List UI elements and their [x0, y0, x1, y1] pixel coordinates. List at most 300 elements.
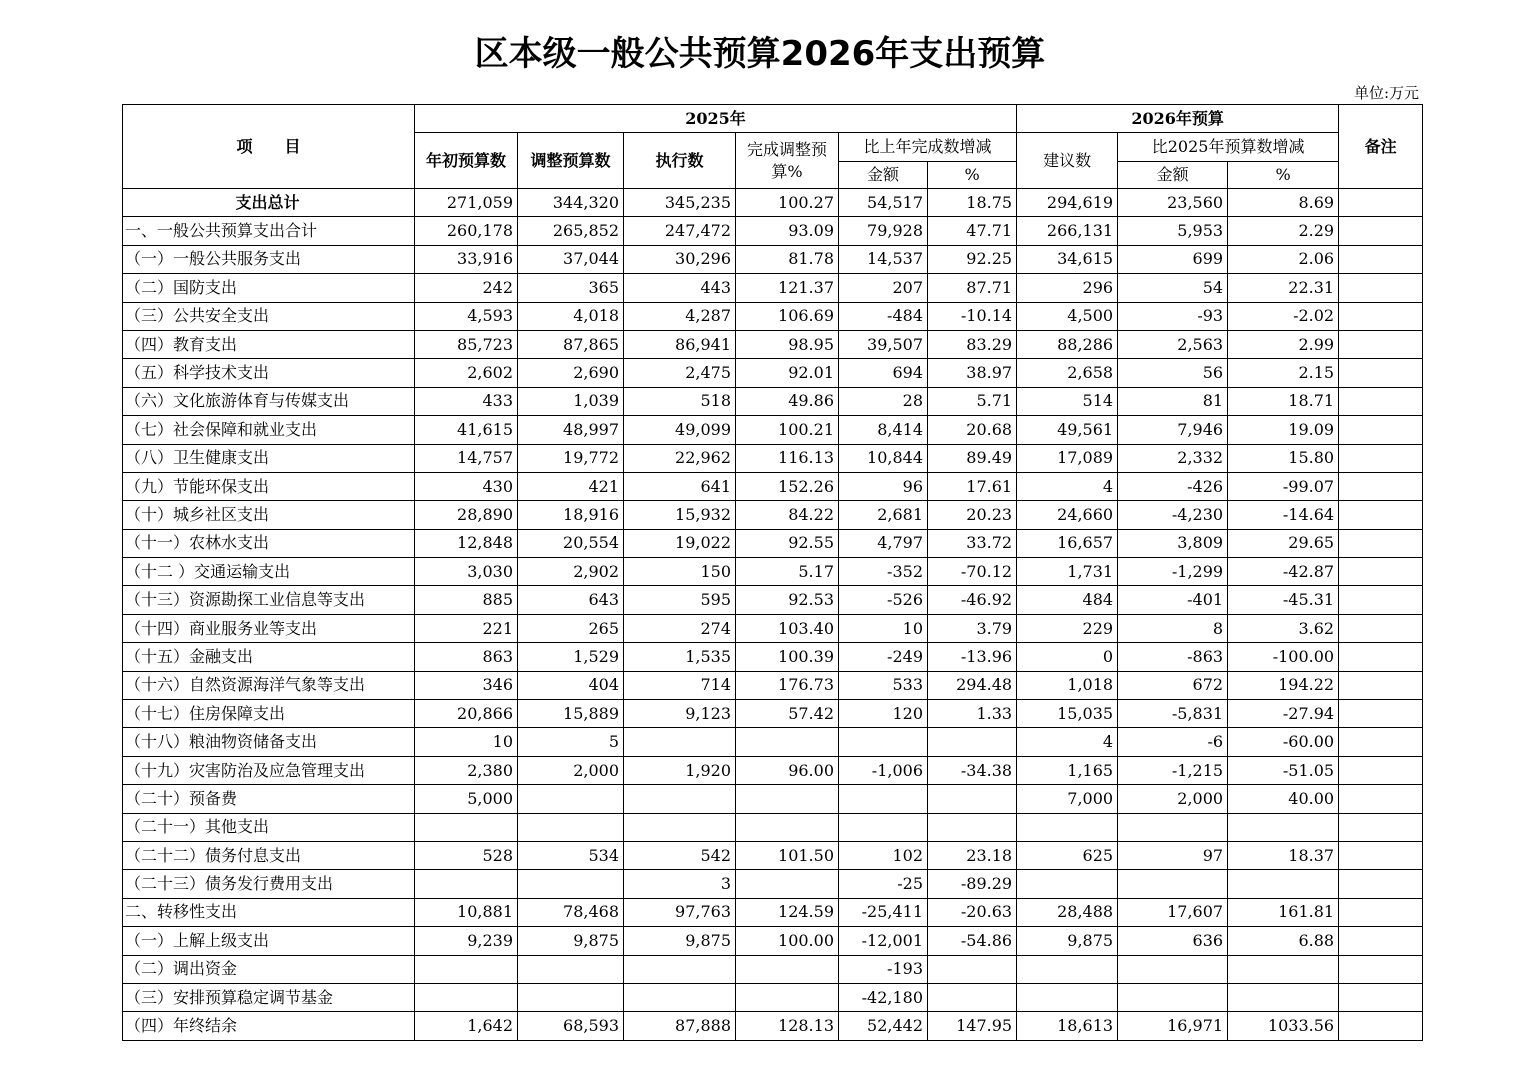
- table-row: [123, 870, 1423, 898]
- cell-initial: 885: [415, 586, 518, 614]
- cell-inc2-pct: -42.87: [1228, 558, 1339, 586]
- cell-adjusted: 1,529: [518, 643, 624, 671]
- cell-adjusted: [518, 813, 624, 841]
- row-name: （六）文化旅游体育与传媒支出: [123, 387, 415, 415]
- cell-completion: [736, 870, 839, 898]
- cell-inc2-amt: 81: [1118, 387, 1228, 415]
- cell-executed: 15,932: [624, 501, 736, 529]
- cell-inc-amt: 10: [839, 614, 928, 642]
- cell-inc-pct: [928, 728, 1017, 756]
- table-row: [123, 1012, 1423, 1040]
- cell-adjusted: 19,772: [518, 444, 624, 472]
- cell-executed: 595: [624, 586, 736, 614]
- cell-completion: 93.09: [736, 217, 839, 245]
- table-row: [123, 501, 1423, 529]
- row-name: （十九）灾害防治及应急管理支出: [123, 756, 415, 784]
- cell-proposed: 296: [1017, 274, 1118, 302]
- cell-proposed: 34,615: [1017, 245, 1118, 273]
- header-remark: 备注: [1339, 105, 1423, 189]
- cell-initial: 85,723: [415, 330, 518, 358]
- cell-inc2-amt: 2,332: [1118, 444, 1228, 472]
- cell-adjusted: 344,320: [518, 189, 624, 217]
- cell-remark: [1339, 558, 1423, 586]
- cell-adjusted: 2,690: [518, 359, 624, 387]
- cell-inc-amt: 4,797: [839, 529, 928, 557]
- table-row: [123, 359, 1423, 387]
- header-initial: 年初预算数: [415, 133, 518, 189]
- cell-proposed: 514: [1017, 387, 1118, 415]
- cell-proposed: [1017, 955, 1118, 983]
- cell-initial: [415, 983, 518, 1011]
- cell-inc2-pct: -99.07: [1228, 472, 1339, 500]
- cell-proposed: 484: [1017, 586, 1118, 614]
- cell-initial: 1,642: [415, 1012, 518, 1040]
- cell-inc2-pct: 3.62: [1228, 614, 1339, 642]
- cell-inc-pct: [928, 785, 1017, 813]
- cell-inc2-amt: 2,000: [1118, 785, 1228, 813]
- cell-initial: 9,239: [415, 927, 518, 955]
- cell-remark: [1339, 330, 1423, 358]
- cell-adjusted: 265: [518, 614, 624, 642]
- cell-initial: 863: [415, 643, 518, 671]
- cell-inc2-amt: -426: [1118, 472, 1228, 500]
- cell-inc2-pct: -2.02: [1228, 302, 1339, 330]
- row-name: （四）教育支出: [123, 330, 415, 358]
- header-amount: 金额: [839, 162, 928, 189]
- cell-proposed: 4: [1017, 472, 1118, 500]
- cell-proposed: 0: [1017, 643, 1118, 671]
- cell-inc2-pct: 2.29: [1228, 217, 1339, 245]
- row-name: （十八）粮油物资储备支出: [123, 728, 415, 756]
- cell-inc2-pct: 161.81: [1228, 898, 1339, 926]
- cell-remark: [1339, 841, 1423, 869]
- cell-inc-pct: -54.86: [928, 927, 1017, 955]
- cell-executed: 22,962: [624, 444, 736, 472]
- unit-label: 单位:万元: [1353, 84, 1419, 102]
- cell-proposed: 1,731: [1017, 558, 1118, 586]
- cell-inc2-pct: 40.00: [1228, 785, 1339, 813]
- cell-inc2-pct: 194.22: [1228, 671, 1339, 699]
- table-row: [123, 785, 1423, 813]
- cell-inc2-amt: -5,831: [1118, 700, 1228, 728]
- cell-remark: [1339, 1012, 1423, 1040]
- cell-executed: 2,475: [624, 359, 736, 387]
- cell-proposed: 28,488: [1017, 898, 1118, 926]
- cell-inc2-amt: 8: [1118, 614, 1228, 642]
- cell-inc-amt: 96: [839, 472, 928, 500]
- table-row: [123, 927, 1423, 955]
- row-name: （二）国防支出: [123, 274, 415, 302]
- cell-inc-amt: -249: [839, 643, 928, 671]
- cell-remark: [1339, 983, 1423, 1011]
- row-name: （十五）金融支出: [123, 643, 415, 671]
- cell-proposed: 1,018: [1017, 671, 1118, 699]
- header-item: 项 目: [123, 105, 415, 189]
- table-row: [123, 756, 1423, 784]
- cell-proposed: 294,619: [1017, 189, 1118, 217]
- cell-proposed: 625: [1017, 841, 1118, 869]
- table-row: [123, 813, 1423, 841]
- cell-executed: 9,123: [624, 700, 736, 728]
- cell-inc-amt: 10,844: [839, 444, 928, 472]
- cell-adjusted: [518, 870, 624, 898]
- cell-initial: 2,380: [415, 756, 518, 784]
- cell-initial: 5,000: [415, 785, 518, 813]
- cell-completion: [736, 785, 839, 813]
- cell-proposed: 16,657: [1017, 529, 1118, 557]
- cell-inc2-pct: -45.31: [1228, 586, 1339, 614]
- cell-inc-pct: -70.12: [928, 558, 1017, 586]
- row-name: （三）安排预算稳定调节基金: [123, 983, 415, 1011]
- cell-completion: 100.39: [736, 643, 839, 671]
- cell-inc-amt: 2,681: [839, 501, 928, 529]
- cell-inc2-pct: [1228, 983, 1339, 1011]
- header-amount-2026: 金额: [1118, 162, 1228, 189]
- cell-initial: 10,881: [415, 898, 518, 926]
- cell-adjusted: 2,902: [518, 558, 624, 586]
- cell-remark: [1339, 189, 1423, 217]
- cell-initial: 346: [415, 671, 518, 699]
- cell-inc-pct: 83.29: [928, 330, 1017, 358]
- cell-adjusted: 1,039: [518, 387, 624, 415]
- cell-inc-amt: -25,411: [839, 898, 928, 926]
- cell-inc2-pct: 19.09: [1228, 416, 1339, 444]
- cell-inc2-amt: 16,971: [1118, 1012, 1228, 1040]
- cell-adjusted: 2,000: [518, 756, 624, 784]
- header-adjusted: 调整预算数: [518, 133, 624, 189]
- cell-inc-amt: -193: [839, 955, 928, 983]
- cell-inc2-amt: 699: [1118, 245, 1228, 273]
- cell-inc2-amt: 23,560: [1118, 189, 1228, 217]
- cell-initial: 2,602: [415, 359, 518, 387]
- cell-inc-pct: -10.14: [928, 302, 1017, 330]
- cell-inc2-amt: [1118, 955, 1228, 983]
- row-name: （二十）预备费: [123, 785, 415, 813]
- cell-completion: 100.00: [736, 927, 839, 955]
- cell-executed: 86,941: [624, 330, 736, 358]
- cell-proposed: 15,035: [1017, 700, 1118, 728]
- cell-completion: 176.73: [736, 671, 839, 699]
- cell-completion: 124.59: [736, 898, 839, 926]
- cell-remark: [1339, 671, 1423, 699]
- cell-inc2-amt: -93: [1118, 302, 1228, 330]
- cell-remark: [1339, 728, 1423, 756]
- header-executed: 执行数: [624, 133, 736, 189]
- cell-completion: 116.13: [736, 444, 839, 472]
- cell-inc-amt: 8,414: [839, 416, 928, 444]
- cell-inc2-amt: 672: [1118, 671, 1228, 699]
- cell-inc2-pct: 29.65: [1228, 529, 1339, 557]
- cell-remark: [1339, 387, 1423, 415]
- cell-inc-amt: [839, 728, 928, 756]
- row-name: （七）社会保障和就业支出: [123, 416, 415, 444]
- cell-adjusted: 78,468: [518, 898, 624, 926]
- cell-adjusted: 534: [518, 841, 624, 869]
- cell-inc-amt: -352: [839, 558, 928, 586]
- cell-inc2-pct: [1228, 870, 1339, 898]
- cell-inc2-pct: 22.31: [1228, 274, 1339, 302]
- table-row: [123, 728, 1423, 756]
- cell-inc-pct: -34.38: [928, 756, 1017, 784]
- cell-executed: 274: [624, 614, 736, 642]
- row-name: （十）城乡社区支出: [123, 501, 415, 529]
- cell-inc-pct: 17.61: [928, 472, 1017, 500]
- cell-initial: 4,593: [415, 302, 518, 330]
- row-name: （十四）商业服务业等支出: [123, 614, 415, 642]
- cell-initial: 242: [415, 274, 518, 302]
- row-name: （十一）农林水支出: [123, 529, 415, 557]
- cell-proposed: 88,286: [1017, 330, 1118, 358]
- cell-initial: [415, 955, 518, 983]
- table-row: [123, 274, 1423, 302]
- row-name: （二）调出资金: [123, 955, 415, 983]
- cell-remark: [1339, 586, 1423, 614]
- cell-adjusted: 18,916: [518, 501, 624, 529]
- cell-proposed: 17,089: [1017, 444, 1118, 472]
- cell-remark: [1339, 529, 1423, 557]
- cell-completion: 92.55: [736, 529, 839, 557]
- cell-inc-pct: 147.95: [928, 1012, 1017, 1040]
- cell-initial: 28,890: [415, 501, 518, 529]
- cell-remark: [1339, 870, 1423, 898]
- cell-completion: [736, 728, 839, 756]
- cell-completion: 57.42: [736, 700, 839, 728]
- cell-inc-pct: 20.23: [928, 501, 1017, 529]
- cell-inc-amt: -1,006: [839, 756, 928, 784]
- cell-initial: 433: [415, 387, 518, 415]
- cell-completion: 49.86: [736, 387, 839, 415]
- table-row: [123, 330, 1423, 358]
- cell-inc2-pct: 1033.56: [1228, 1012, 1339, 1040]
- cell-executed: 49,099: [624, 416, 736, 444]
- cell-inc-amt: 54,517: [839, 189, 928, 217]
- cell-proposed: 9,875: [1017, 927, 1118, 955]
- cell-executed: 30,296: [624, 245, 736, 273]
- cell-initial: 3,030: [415, 558, 518, 586]
- cell-completion: 101.50: [736, 841, 839, 869]
- header-proposed: 建议数: [1017, 133, 1118, 189]
- cell-adjusted: [518, 983, 624, 1011]
- cell-inc-pct: 5.71: [928, 387, 1017, 415]
- cell-remark: [1339, 898, 1423, 926]
- table-row: [123, 841, 1423, 869]
- row-name: （三）公共安全支出: [123, 302, 415, 330]
- cell-adjusted: [518, 785, 624, 813]
- row-name: （一）一般公共服务支出: [123, 245, 415, 273]
- cell-inc-pct: 23.18: [928, 841, 1017, 869]
- cell-adjusted: 365: [518, 274, 624, 302]
- cell-completion: 92.53: [736, 586, 839, 614]
- row-name: （十二 ）交通运输支出: [123, 558, 415, 586]
- cell-inc2-pct: [1228, 955, 1339, 983]
- cell-adjusted: 87,865: [518, 330, 624, 358]
- cell-executed: 3: [624, 870, 736, 898]
- cell-completion: 106.69: [736, 302, 839, 330]
- cell-inc-pct: 47.71: [928, 217, 1017, 245]
- cell-remark: [1339, 643, 1423, 671]
- cell-inc2-amt: 2,563: [1118, 330, 1228, 358]
- cell-inc-amt: 14,537: [839, 245, 928, 273]
- cell-remark: [1339, 472, 1423, 500]
- row-name: （一）上解上级支出: [123, 927, 415, 955]
- cell-inc2-amt: 54: [1118, 274, 1228, 302]
- cell-proposed: 49,561: [1017, 416, 1118, 444]
- cell-adjusted: 9,875: [518, 927, 624, 955]
- cell-inc-amt: -42,180: [839, 983, 928, 1011]
- cell-executed: 345,235: [624, 189, 736, 217]
- cell-executed: 1,535: [624, 643, 736, 671]
- cell-inc-amt: 39,507: [839, 330, 928, 358]
- cell-executed: 1,920: [624, 756, 736, 784]
- table-row: [123, 217, 1423, 245]
- row-name: 支出总计: [123, 189, 415, 217]
- cell-inc-amt: -484: [839, 302, 928, 330]
- cell-inc2-pct: 18.71: [1228, 387, 1339, 415]
- header-pct: %: [928, 162, 1017, 189]
- cell-inc-pct: 20.68: [928, 416, 1017, 444]
- cell-inc-pct: [928, 955, 1017, 983]
- cell-remark: [1339, 813, 1423, 841]
- cell-remark: [1339, 614, 1423, 642]
- cell-remark: [1339, 756, 1423, 784]
- cell-remark: [1339, 785, 1423, 813]
- cell-inc-amt: [839, 785, 928, 813]
- cell-inc-pct: 3.79: [928, 614, 1017, 642]
- cell-inc-amt: 28: [839, 387, 928, 415]
- header-pct-2026: %: [1228, 162, 1339, 189]
- cell-remark: [1339, 302, 1423, 330]
- cell-initial: 20,866: [415, 700, 518, 728]
- cell-completion: 100.27: [736, 189, 839, 217]
- table-row: [123, 245, 1423, 273]
- cell-completion: 103.40: [736, 614, 839, 642]
- cell-inc2-amt: [1118, 983, 1228, 1011]
- cell-inc2-pct: 8.69: [1228, 189, 1339, 217]
- cell-initial: 430: [415, 472, 518, 500]
- cell-inc-pct: 294.48: [928, 671, 1017, 699]
- header-2025: 2025年: [415, 105, 1017, 133]
- cell-proposed: 4,500: [1017, 302, 1118, 330]
- cell-inc-pct: -13.96: [928, 643, 1017, 671]
- cell-completion: 5.17: [736, 558, 839, 586]
- cell-proposed: 4: [1017, 728, 1118, 756]
- cell-inc-pct: 38.97: [928, 359, 1017, 387]
- cell-executed: 4,287: [624, 302, 736, 330]
- table-row: [123, 302, 1423, 330]
- cell-inc2-pct: -60.00: [1228, 728, 1339, 756]
- cell-inc2-pct: 2.15: [1228, 359, 1339, 387]
- cell-proposed: 2,658: [1017, 359, 1118, 387]
- cell-adjusted: 4,018: [518, 302, 624, 330]
- table-row: [123, 586, 1423, 614]
- table-row: [123, 983, 1423, 1011]
- cell-adjusted: 68,593: [518, 1012, 624, 1040]
- cell-executed: 443: [624, 274, 736, 302]
- cell-proposed: 24,660: [1017, 501, 1118, 529]
- cell-adjusted: [518, 955, 624, 983]
- cell-inc2-amt: 636: [1118, 927, 1228, 955]
- cell-inc-amt: 207: [839, 274, 928, 302]
- cell-proposed: 7,000: [1017, 785, 1118, 813]
- table-row: [123, 472, 1423, 500]
- cell-remark: [1339, 955, 1423, 983]
- cell-proposed: 18,613: [1017, 1012, 1118, 1040]
- cell-inc2-amt: [1118, 813, 1228, 841]
- cell-inc-pct: 89.49: [928, 444, 1017, 472]
- table-row: [123, 387, 1423, 415]
- cell-inc-amt: 52,442: [839, 1012, 928, 1040]
- cell-inc-amt: -25: [839, 870, 928, 898]
- table-row: [123, 643, 1423, 671]
- cell-executed: [624, 785, 736, 813]
- cell-inc-amt: 79,928: [839, 217, 928, 245]
- cell-completion: 152.26: [736, 472, 839, 500]
- cell-remark: [1339, 359, 1423, 387]
- cell-remark: [1339, 501, 1423, 529]
- cell-inc2-pct: -100.00: [1228, 643, 1339, 671]
- row-name: 一、一般公共预算支出合计: [123, 217, 415, 245]
- table-row: [123, 189, 1423, 217]
- cell-executed: 714: [624, 671, 736, 699]
- cell-executed: 542: [624, 841, 736, 869]
- header-vs-2025: 比2025年预算数增减: [1118, 133, 1339, 162]
- row-name: （八）卫生健康支出: [123, 444, 415, 472]
- cell-completion: 84.22: [736, 501, 839, 529]
- cell-inc2-amt: 56: [1118, 359, 1228, 387]
- table-row: [123, 671, 1423, 699]
- cell-inc2-amt: 3,809: [1118, 529, 1228, 557]
- header-2026: 2026年预算: [1017, 105, 1339, 133]
- cell-inc2-pct: -51.05: [1228, 756, 1339, 784]
- row-name: （十七）住房保障支出: [123, 700, 415, 728]
- cell-inc-amt: -12,001: [839, 927, 928, 955]
- cell-completion: 96.00: [736, 756, 839, 784]
- table-row: [123, 614, 1423, 642]
- cell-initial: 14,757: [415, 444, 518, 472]
- cell-inc-amt: 120: [839, 700, 928, 728]
- cell-executed: 641: [624, 472, 736, 500]
- table-row: [123, 898, 1423, 926]
- cell-inc2-amt: 17,607: [1118, 898, 1228, 926]
- cell-executed: 19,022: [624, 529, 736, 557]
- cell-executed: [624, 728, 736, 756]
- cell-remark: [1339, 444, 1423, 472]
- cell-completion: [736, 955, 839, 983]
- cell-inc-pct: 92.25: [928, 245, 1017, 273]
- cell-inc-amt: 102: [839, 841, 928, 869]
- cell-completion: 100.21: [736, 416, 839, 444]
- cell-adjusted: 37,044: [518, 245, 624, 273]
- cell-inc2-pct: 6.88: [1228, 927, 1339, 955]
- cell-executed: 247,472: [624, 217, 736, 245]
- cell-adjusted: 5: [518, 728, 624, 756]
- row-name: （二十一）其他支出: [123, 813, 415, 841]
- table-row: [123, 955, 1423, 983]
- row-name: （十三）资源勘探工业信息等支出: [123, 586, 415, 614]
- cell-proposed: [1017, 870, 1118, 898]
- cell-executed: [624, 955, 736, 983]
- cell-remark: [1339, 700, 1423, 728]
- cell-remark: [1339, 217, 1423, 245]
- cell-completion: 128.13: [736, 1012, 839, 1040]
- cell-inc2-amt: -1,215: [1118, 756, 1228, 784]
- cell-executed: 97,763: [624, 898, 736, 926]
- cell-remark: [1339, 245, 1423, 273]
- cell-inc-pct: -89.29: [928, 870, 1017, 898]
- cell-inc2-amt: 97: [1118, 841, 1228, 869]
- row-name: （十六）自然资源海洋气象等支出: [123, 671, 415, 699]
- cell-inc2-amt: -401: [1118, 586, 1228, 614]
